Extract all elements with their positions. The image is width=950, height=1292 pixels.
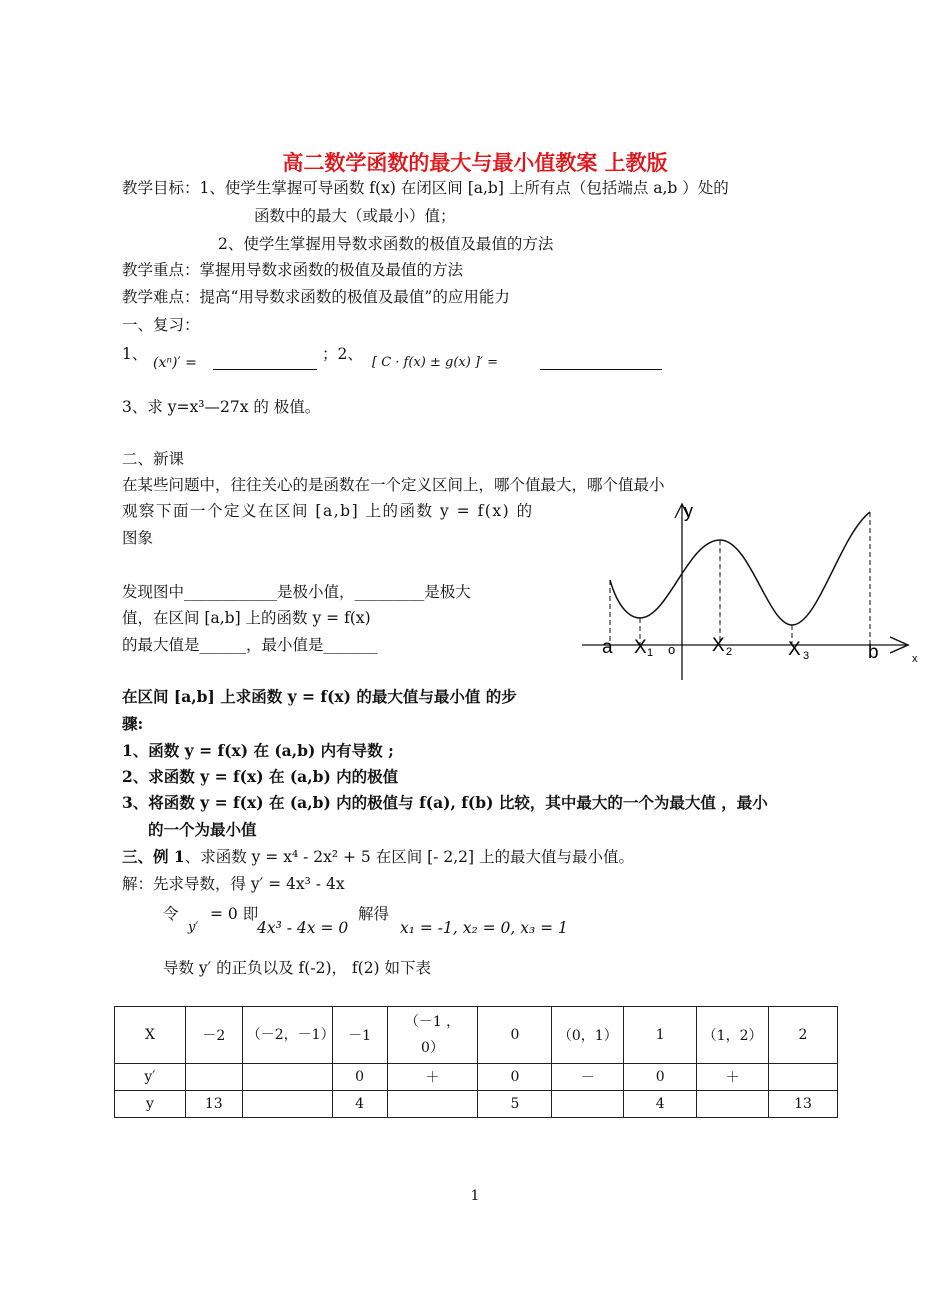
table-cell: 0 bbox=[624, 1064, 697, 1091]
point-x3-label: X bbox=[788, 639, 801, 660]
objective-line-1: 教学目标：1、使学生掌握可导函数 f(x) 在闭区间 [a,b] 上所有点（包括端点 a,b ）处的 bbox=[122, 179, 729, 197]
difficulty: 教学难点：提高“用导数求函数的极值及最值”的应用能力 bbox=[122, 288, 510, 306]
table-cell: y bbox=[115, 1091, 186, 1118]
new-lesson-p2b: 图象 bbox=[122, 529, 154, 547]
table-cell bbox=[242, 1064, 332, 1091]
review-q1-prefix: 1、 bbox=[122, 345, 148, 363]
x-axis-label: x bbox=[912, 653, 918, 665]
table-cell bbox=[697, 1091, 769, 1118]
solution-let: 令 bbox=[163, 905, 179, 923]
review-q3: 3、求 y=x³—27x 的 极值。 bbox=[122, 398, 321, 416]
review-heading: 一、复习： bbox=[122, 316, 200, 334]
new-lesson-p2a: 观察下面一个定义在区间 [a,b] 上的函数 y = f(x) 的 bbox=[122, 502, 534, 520]
table-cell: 13 bbox=[185, 1091, 242, 1118]
table-row-derivative bbox=[115, 1064, 838, 1091]
steps-heading: 在区间 [a,b] 上求函数 y = f(x) 的最大值与最小值 的步 bbox=[122, 687, 517, 706]
solution-line-1: 解：先求导数，得 y′ = 4x³ - 4x bbox=[122, 875, 345, 893]
table-cell: 2 bbox=[769, 1007, 838, 1064]
table-cell: 5 bbox=[478, 1091, 552, 1118]
table-cell: －2 bbox=[185, 1007, 242, 1064]
solution-roots: x₁ = -1, x₂ = 0, x₃ = 1 bbox=[400, 919, 568, 937]
table-cell bbox=[387, 1091, 478, 1118]
objective-line-3: 2、使学生掌握用导数求函数的极值及最值的方法 bbox=[218, 235, 554, 253]
step-1: 1、函数 y = f(x) 在 (a,b) 内有导数 ; bbox=[122, 741, 394, 760]
answer-blank-2 bbox=[540, 369, 662, 370]
sign-table bbox=[114, 1006, 838, 1118]
table-cell: ＋ bbox=[697, 1064, 769, 1091]
table-cell: －1 bbox=[332, 1007, 387, 1064]
answer-blank-1 bbox=[213, 369, 317, 370]
table-cell bbox=[185, 1064, 242, 1091]
table-cell: （1，2） bbox=[697, 1007, 769, 1064]
point-b-label: b bbox=[868, 642, 879, 663]
table-cell bbox=[769, 1064, 838, 1091]
table-row-y bbox=[115, 1091, 838, 1118]
table-cell: （0，1） bbox=[552, 1007, 624, 1064]
solution-equation: 4x³ - 4x = 0 bbox=[257, 919, 349, 937]
table-cell: 0 bbox=[478, 1064, 552, 1091]
table-cell: 0 bbox=[332, 1064, 387, 1091]
table-cell: （－2，－1） bbox=[242, 1007, 332, 1064]
table-cell: 4 bbox=[332, 1091, 387, 1118]
step-3: 3、将函数 y = f(x) 在 (a,b) 内的极值与 f(a), f(b) 比较，其中最大的一个为最大值 ，最小 bbox=[122, 793, 768, 812]
review-sep: ；2、 bbox=[322, 345, 363, 363]
solution-line-3: 导数 y′ 的正负以及 f(-2)， f(2) 如下表 bbox=[163, 959, 432, 977]
new-lesson-heading: 二、新课 bbox=[122, 450, 185, 468]
table-cell: X bbox=[115, 1007, 186, 1064]
point-x1-label: X bbox=[634, 637, 647, 658]
function-curve bbox=[610, 512, 870, 625]
function-graph bbox=[578, 500, 928, 690]
table-cell: y′ bbox=[115, 1064, 186, 1091]
new-lesson-p1: 在某些问题中，往往关心的是函数在一个定义区间上，哪个值最大，哪个值最小 bbox=[122, 476, 665, 494]
table-cell: 4 bbox=[624, 1091, 697, 1118]
point-x2-subscript: 2 bbox=[726, 646, 733, 658]
step-2: 2、求函数 y = f(x) 在 (a,b) 内的极值 bbox=[122, 767, 399, 786]
new-lesson-p3a: 发现图中____________是极小值，_________是极大 bbox=[122, 583, 471, 601]
y-axis-label: y bbox=[684, 501, 693, 521]
table-cell bbox=[552, 1091, 624, 1118]
solution-yprime: y′ bbox=[188, 920, 199, 935]
table-cell: ＋ bbox=[387, 1064, 478, 1091]
page-number: 1 bbox=[470, 1188, 480, 1204]
steps-heading-cont: 骤: bbox=[122, 714, 144, 733]
point-x2-label: X bbox=[712, 635, 725, 656]
new-lesson-p3b: 值，在区间 [a,b] 上的函数 y = f(x) bbox=[122, 609, 371, 627]
page-title: 高二数学函数的最大与最小值教案 上教版 bbox=[282, 150, 668, 175]
table-cell: 0 bbox=[478, 1007, 552, 1064]
new-lesson-p3c: 的最大值是______，最小值是_______ bbox=[122, 636, 378, 654]
step-3-cont: 的一个为最小值 bbox=[148, 820, 257, 839]
example-problem: 、求函数 y = x⁴ - 2x² + 5 在区间 [- 2,2] 上的最大值与最小值。 bbox=[184, 848, 634, 866]
example-heading bbox=[122, 846, 634, 868]
table-cell: 1 bbox=[624, 1007, 697, 1064]
review-q1-expr: (xⁿ)′ = bbox=[153, 355, 197, 371]
example-label: 三、例 1 bbox=[122, 847, 185, 866]
table-row-x bbox=[115, 1007, 838, 1064]
table-cell bbox=[242, 1091, 332, 1118]
point-a-label: a bbox=[602, 637, 613, 658]
solution-eq-zero: = 0 即 bbox=[210, 905, 259, 923]
origin-label: o bbox=[668, 642, 676, 657]
review-q2-expr: [ C · f(x) ± g(x) ]′ = bbox=[372, 355, 498, 370]
table-cell: （－1 ，0） bbox=[387, 1007, 478, 1064]
objective-line-2: 函数中的最大（或最小）值； bbox=[254, 207, 456, 225]
solution-solve: 解得 bbox=[358, 905, 390, 923]
key-point: 教学重点：掌握用导数求函数的极值及最值的方法 bbox=[122, 261, 464, 279]
point-x1-subscript: 1 bbox=[647, 647, 654, 659]
point-x3-subscript: 3 bbox=[803, 650, 810, 662]
table-cell: 13 bbox=[769, 1091, 838, 1118]
table-cell: － bbox=[552, 1064, 624, 1091]
